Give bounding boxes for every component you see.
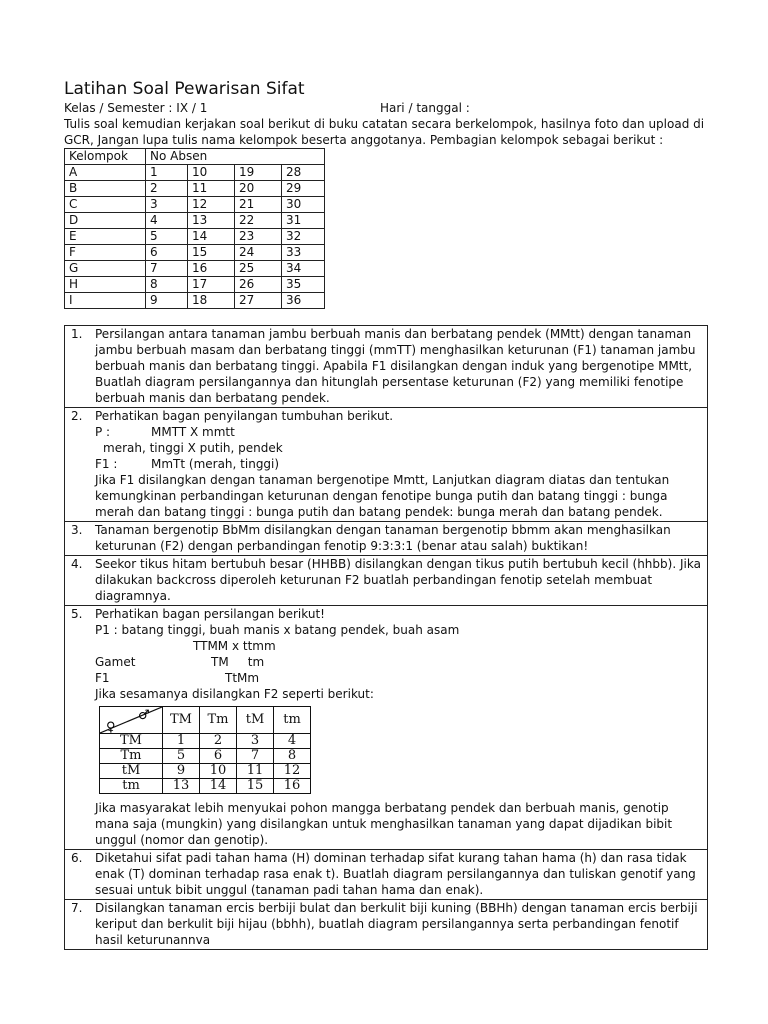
gamet-line bbox=[95, 654, 703, 670]
absen-number: 13 bbox=[188, 213, 235, 229]
absen-number: 18 bbox=[188, 293, 235, 309]
question-number: 7. bbox=[71, 901, 83, 915]
absen-number: 4 bbox=[146, 213, 188, 229]
group-letter: D bbox=[65, 213, 146, 229]
f1-label: F1 bbox=[95, 671, 110, 685]
absen-number: 10 bbox=[188, 165, 235, 181]
group-letter: B bbox=[65, 181, 146, 197]
absen-number: 26 bbox=[235, 277, 282, 293]
absen-number: 32 bbox=[282, 229, 325, 245]
gamet-label: Gamet bbox=[95, 655, 136, 669]
absen-number: 6 bbox=[146, 245, 188, 261]
question-text: Disilangkan tanaman ercis berbiji bulat dan berkulit biji kuning (BBHh) dengan tanaman ercis berbiji keriput dan berkulit biji hijau (bbhh), buatlah diagram persilangannya serta perbandingan fenotif hasil keturunannva bbox=[95, 901, 698, 947]
question-number: 4. bbox=[71, 557, 83, 571]
punnett-cell: 14 bbox=[200, 779, 237, 794]
group-row bbox=[65, 229, 325, 245]
male-symbol: ♂ bbox=[138, 708, 150, 723]
p1-genotype: TTMM x ttmm bbox=[193, 639, 276, 653]
class-semester: Kelas / Semester : IX / 1 bbox=[64, 101, 208, 115]
punnett-row bbox=[100, 779, 311, 794]
question-number: 6. bbox=[71, 851, 83, 865]
question-text: Perhatikan bagan penyilangan tumbuhan berikut. bbox=[95, 409, 394, 423]
group-letter: E bbox=[65, 229, 146, 245]
punnett-cell: 4 bbox=[274, 734, 311, 749]
f2-intro: Jika sesamanya disilangkan F2 seperti berikut: bbox=[95, 687, 374, 701]
group-table bbox=[64, 148, 325, 309]
question-3 bbox=[65, 522, 707, 556]
question-7 bbox=[65, 900, 707, 949]
worksheet-page bbox=[64, 78, 708, 950]
absen-number: 21 bbox=[235, 197, 282, 213]
absen-number: 31 bbox=[282, 213, 325, 229]
punnett-cell: 13 bbox=[163, 779, 200, 794]
absen-number: 7 bbox=[146, 261, 188, 277]
absen-number: 36 bbox=[282, 293, 325, 309]
header-kelompok: Kelompok bbox=[65, 149, 146, 165]
punnett-row-header: tm bbox=[100, 779, 163, 794]
punnett-row-header: tM bbox=[100, 764, 163, 779]
group-row bbox=[65, 245, 325, 261]
punnett-square bbox=[99, 706, 311, 794]
absen-number: 19 bbox=[235, 165, 282, 181]
question-text: Perhatikan bagan persilangan berikut! bbox=[95, 607, 325, 621]
punnett-col-header: tm bbox=[274, 707, 311, 734]
punnett-cell: 5 bbox=[163, 749, 200, 764]
absen-number: 14 bbox=[188, 229, 235, 245]
absen-number: 15 bbox=[188, 245, 235, 261]
punnett-row bbox=[100, 734, 311, 749]
group-table-header bbox=[65, 149, 325, 165]
group-letter: I bbox=[65, 293, 146, 309]
punnett-cell: 2 bbox=[200, 734, 237, 749]
question-number: 1. bbox=[71, 327, 83, 341]
f1-value: TtMm bbox=[225, 671, 260, 685]
absen-number: 35 bbox=[282, 277, 325, 293]
absen-number: 24 bbox=[235, 245, 282, 261]
punnett-cell: 15 bbox=[237, 779, 274, 794]
punnett-cell: 7 bbox=[237, 749, 274, 764]
absen-number: 20 bbox=[235, 181, 282, 197]
group-letter: C bbox=[65, 197, 146, 213]
punnett-col-header: TM bbox=[163, 707, 200, 734]
f1-label: F1 : bbox=[95, 457, 118, 471]
punnett-cell: 1 bbox=[163, 734, 200, 749]
punnett-cell: 11 bbox=[237, 764, 274, 779]
absen-number: 34 bbox=[282, 261, 325, 277]
diagonal-divider bbox=[100, 707, 162, 733]
question-6 bbox=[65, 850, 707, 900]
absen-number: 8 bbox=[146, 277, 188, 293]
punnett-cell: 9 bbox=[163, 764, 200, 779]
punnett-row-header: TM bbox=[100, 734, 163, 749]
absen-number: 27 bbox=[235, 293, 282, 309]
parent-line bbox=[95, 424, 703, 440]
female-symbol: ♀ bbox=[106, 720, 116, 733]
punnett-col-header: tM bbox=[237, 707, 274, 734]
group-row bbox=[65, 165, 325, 181]
group-letter: F bbox=[65, 245, 146, 261]
group-row bbox=[65, 213, 325, 229]
meta-row bbox=[64, 100, 708, 116]
question-4 bbox=[65, 556, 707, 606]
punnett-cell: 12 bbox=[274, 764, 311, 779]
question-text: Seekor tikus hitam bertubuh besar (HHBB) disilangkan dengan tikus putih bertubuh kecil (hhbb). Jika dilakukan backcross diperoleh keturunan F2 buatlah perbandingan fenotip setelah membuat diagramnya. bbox=[95, 557, 701, 603]
question-number: 3. bbox=[71, 523, 83, 537]
question-text: Persilangan antara tanaman jambu berbuah manis dan berbatang pendek (MMtt) dengan tanaman jambu berbuah masam dan berbatang tinggi (mmTT) menghasilkan keturunan (F1) tanaman jambu berbuah manis dan berbatang tinggi. Apabila F1 disilangkan dengan induk yang bergenotipe MMtt, Buatlah diagram persilangannya dan hitunglah persentase keturunan (F2) yang memiliki fenotipe berbuah manis dan berbatang pendek. bbox=[95, 327, 696, 405]
p1-line: P1 : batang tinggi, buah manis x batang pendek, buah asam bbox=[95, 623, 460, 637]
question-5 bbox=[65, 606, 707, 850]
instructions: Tulis soal kemudian kerjakan soal berikut di buku catatan secara berkelompok, hasilnya foto dan upload di GCR, Jangan lupa tulis nama kelompok beserta anggotanya. Pembagian kelompok sebagai berikut : bbox=[64, 117, 705, 147]
absen-number: 33 bbox=[282, 245, 325, 261]
group-letter: G bbox=[65, 261, 146, 277]
absen-number: 12 bbox=[188, 197, 235, 213]
punnett-cell: 3 bbox=[237, 734, 274, 749]
punnett-cell: 10 bbox=[200, 764, 237, 779]
header-no-absen: No Absen bbox=[146, 149, 325, 165]
group-letter: A bbox=[65, 165, 146, 181]
f1-line bbox=[95, 670, 703, 686]
question-text: Jika masyarakat lebih menyukai pohon mangga berbatang pendek dan berbuah manis, genotip mana saja (mungkin) yang disilangkan untuk menghasilkan tanaman yang dapat dijadikan bibit unggul (nomor dan genotip). bbox=[95, 801, 673, 847]
question-2 bbox=[65, 408, 707, 522]
question-text: Diketahui sifat padi tahan hama (H) dominan terhadap sifat kurang tahan hama (h) dan rasa tidak enak (T) dominan terhadap rasa enak t). Buatlah diagram persilangannya dan tuliskan genotif yang sesuai untuk bibit unggul (tanaman padi tahan hama dan enak). bbox=[95, 851, 696, 897]
absen-number: 11 bbox=[188, 181, 235, 197]
punnett-cell: 6 bbox=[200, 749, 237, 764]
question-number: 2. bbox=[71, 409, 83, 423]
absen-number: 2 bbox=[146, 181, 188, 197]
question-1 bbox=[65, 326, 707, 408]
punnett-row-header: Tm bbox=[100, 749, 163, 764]
absen-number: 28 bbox=[282, 165, 325, 181]
absen-number: 3 bbox=[146, 197, 188, 213]
p-genotype: MMTT X mmtt bbox=[151, 425, 235, 439]
f1-value: MmTt (merah, tinggi) bbox=[151, 457, 280, 471]
absen-number: 9 bbox=[146, 293, 188, 309]
gamet-value: TM tm bbox=[211, 655, 265, 669]
question-text: Tanaman bergenotip BbMm disilangkan dengan tanaman bergenotip bbmm akan menghasilkan keturunan (F2) dengan perbandingan fenotip 9:3:3:1 (benar atau salah) buktikan! bbox=[95, 523, 671, 553]
page-title: Latihan Soal Pewarisan Sifat bbox=[64, 79, 305, 99]
punnett-cell: 8 bbox=[274, 749, 311, 764]
p-phenotype: merah, tinggi X putih, pendek bbox=[103, 441, 283, 455]
group-letter: H bbox=[65, 277, 146, 293]
absen-number: 1 bbox=[146, 165, 188, 181]
absen-number: 29 bbox=[282, 181, 325, 197]
group-row bbox=[65, 293, 325, 309]
f1-line bbox=[95, 456, 703, 472]
absen-number: 23 bbox=[235, 229, 282, 245]
p-label: P : bbox=[95, 425, 111, 439]
question-number: 5. bbox=[71, 607, 83, 621]
punnett-corner bbox=[100, 707, 163, 734]
group-row bbox=[65, 277, 325, 293]
absen-number: 30 bbox=[282, 197, 325, 213]
absen-number: 17 bbox=[188, 277, 235, 293]
absen-number: 25 bbox=[235, 261, 282, 277]
punnett-header-row bbox=[100, 707, 311, 734]
absen-number: 22 bbox=[235, 213, 282, 229]
absen-number: 16 bbox=[188, 261, 235, 277]
group-row bbox=[65, 261, 325, 277]
question-text: Jika F1 disilangkan dengan tanaman bergenotipe Mmtt, Lanjutkan diagram diatas dan tentukan kemungkinan perbandingan keturunan dengan fenotipe bunga putih dan batang tinggi : bunga merah dan batang tinggi : bunga putih dan batang pendek: bunga merah dan batang pendek. bbox=[95, 473, 670, 519]
punnett-row bbox=[100, 749, 311, 764]
group-row bbox=[65, 181, 325, 197]
absen-number: 5 bbox=[146, 229, 188, 245]
punnett-row bbox=[100, 764, 311, 779]
punnett-col-header: Tm bbox=[200, 707, 237, 734]
day-date: Hari / tanggal : bbox=[380, 101, 470, 115]
group-row bbox=[65, 197, 325, 213]
question-list bbox=[64, 325, 708, 950]
punnett-cell: 16 bbox=[274, 779, 311, 794]
